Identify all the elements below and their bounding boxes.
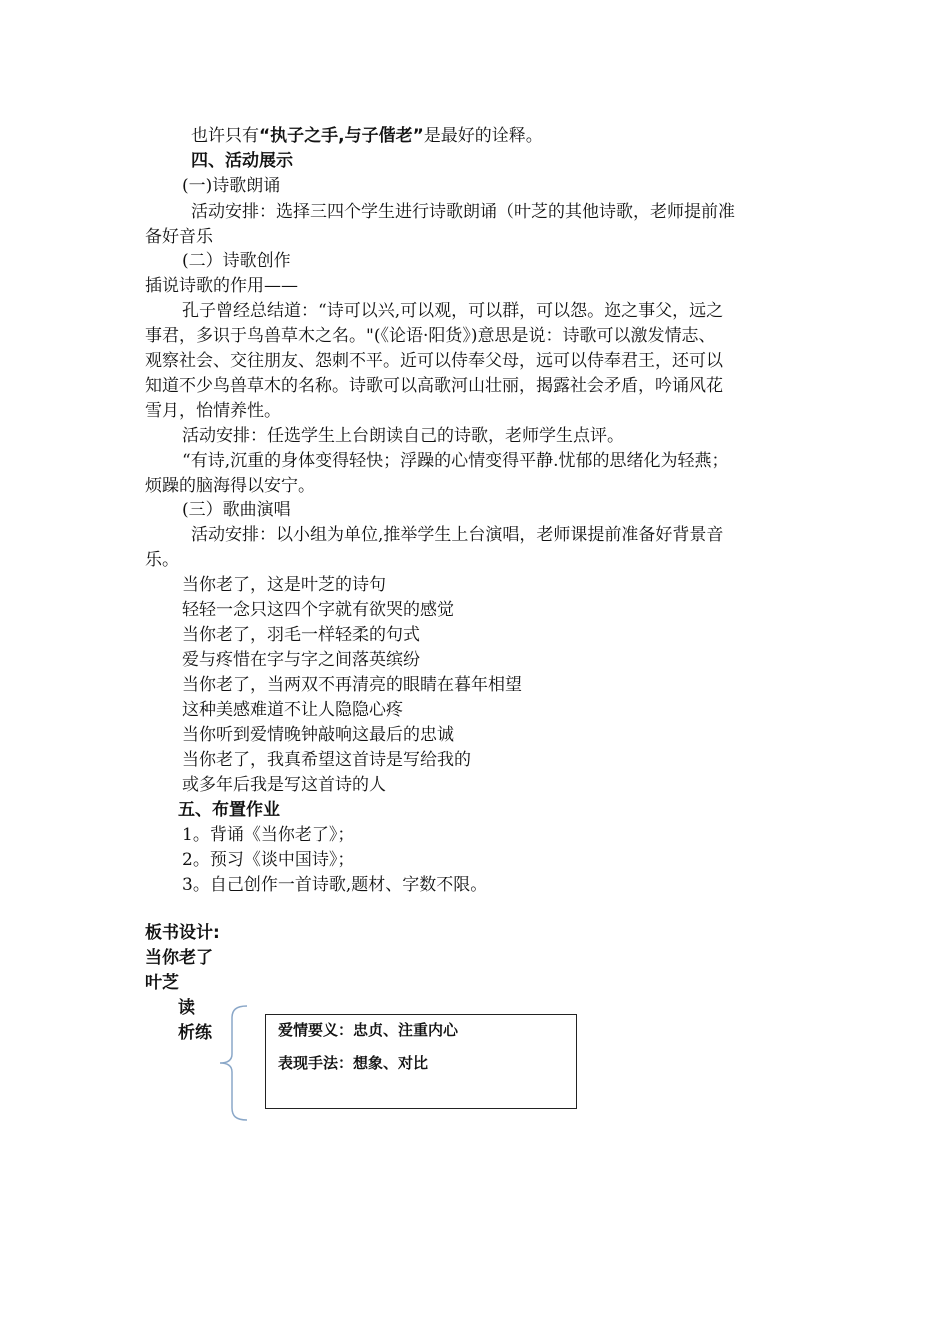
lyric-line-8: 当你老了，我真希望这首诗是写给我的	[182, 750, 471, 770]
board-step-analyze: 析练	[178, 1023, 212, 1043]
lyric-line-4: 爱与疼惜在字与字之间落英缤纷	[182, 650, 420, 670]
board-step-read: 读	[178, 998, 195, 1018]
lyric-line-6: 这种美感难道不让人隐隐心疼	[182, 700, 403, 720]
sub2-arrangement: 活动安排：任选学生上台朗读自己的诗歌，老师学生点评。	[182, 426, 624, 446]
confucius-line-4: 知道不少鸟兽草木的名称。诗歌可以高歌河山壮丽，揭露社会矛盾，吟诵风花	[145, 376, 723, 396]
sub1-arrangement-line1: 活动安排：选择三四个学生进行诗歌朗诵（叶芝的其他诗歌，老师提前准	[191, 202, 735, 222]
lyric-line-9: 或多年后我是写这首诗的人	[182, 775, 386, 795]
sub3-title: (三）歌曲演唱	[182, 500, 291, 520]
board-author: 叶芝	[145, 973, 179, 993]
lyric-line-1: 当你老了，这是叶芝的诗句	[182, 575, 386, 595]
closing-quote: “执子之手,与子偕老”	[259, 126, 424, 146]
closing-sentence	[191, 124, 543, 149]
homework-item-3: 3。自己创作一首诗歌,题材、字数不限。	[182, 875, 488, 895]
homework-item-2: 2。预习《谈中国诗》；	[182, 850, 355, 870]
poetry-quote-line2: 烦躁的脑海得以安宁。	[145, 476, 315, 496]
confucius-line-3: 观察社会、交往朋友、怨刺不平。近可以侍奉父母，远可以侍奉君王，还可以	[145, 351, 723, 371]
confucius-line-1: 孔子曾经总结道：“诗可以兴,可以观，可以群，可以怨。迩之事父，远之	[182, 301, 724, 321]
sub2-title: (二）诗歌创作	[182, 251, 291, 271]
curly-brace-icon	[214, 1004, 254, 1122]
lyric-line-3: 当你老了，羽毛一样轻柔的句式	[182, 625, 420, 645]
homework-item-1: 1。背诵《当你老了》；	[182, 825, 355, 845]
sub3-arrangement-line1: 活动安排：以小组为单位,推举学生上台演唱，老师课提前准备好背景音	[191, 525, 724, 545]
sub3-arrangement-line2: 乐。	[145, 550, 179, 570]
sub2-insert: 插说诗歌的作用——	[145, 276, 298, 296]
section-4-heading: 四、活动展示	[191, 151, 293, 171]
board-title: 板书设计:	[145, 923, 220, 943]
box-line-technique: 表现手法：想象、对比	[278, 1054, 429, 1072]
board-summary-box	[265, 1014, 577, 1109]
sub1-title: (一)诗歌朗诵	[182, 176, 281, 196]
closing-suffix: 是最好的诠释。	[423, 126, 543, 146]
box-line-love-meaning: 爱情要义：忠贞、注重内心	[278, 1021, 459, 1039]
confucius-line-5: 雪月，怡情养性。	[145, 401, 281, 421]
board-poem: 当你老了	[145, 948, 213, 968]
sub1-arrangement-line2: 备好音乐	[145, 227, 213, 247]
lyric-line-7: 当你听到爱情晚钟敲响这最后的忠诚	[182, 725, 454, 745]
closing-prefix: 也许只有	[191, 126, 259, 146]
lyric-line-5: 当你老了，当两双不再清亮的眼睛在暮年相望	[182, 675, 522, 695]
section-5-heading: 五、布置作业	[178, 800, 280, 820]
lyric-line-2: 轻轻一念只这四个字就有欲哭的感觉	[182, 600, 454, 620]
poetry-quote-line1: “有诗,沉重的身体变得轻快；浮躁的心情变得平静.忧郁的思绪化为轻燕；	[182, 451, 729, 471]
confucius-line-2: 事君，多识于鸟兽草木之名。"(《论语·阳货》)意思是说：诗歌可以激发情志、	[145, 326, 716, 346]
